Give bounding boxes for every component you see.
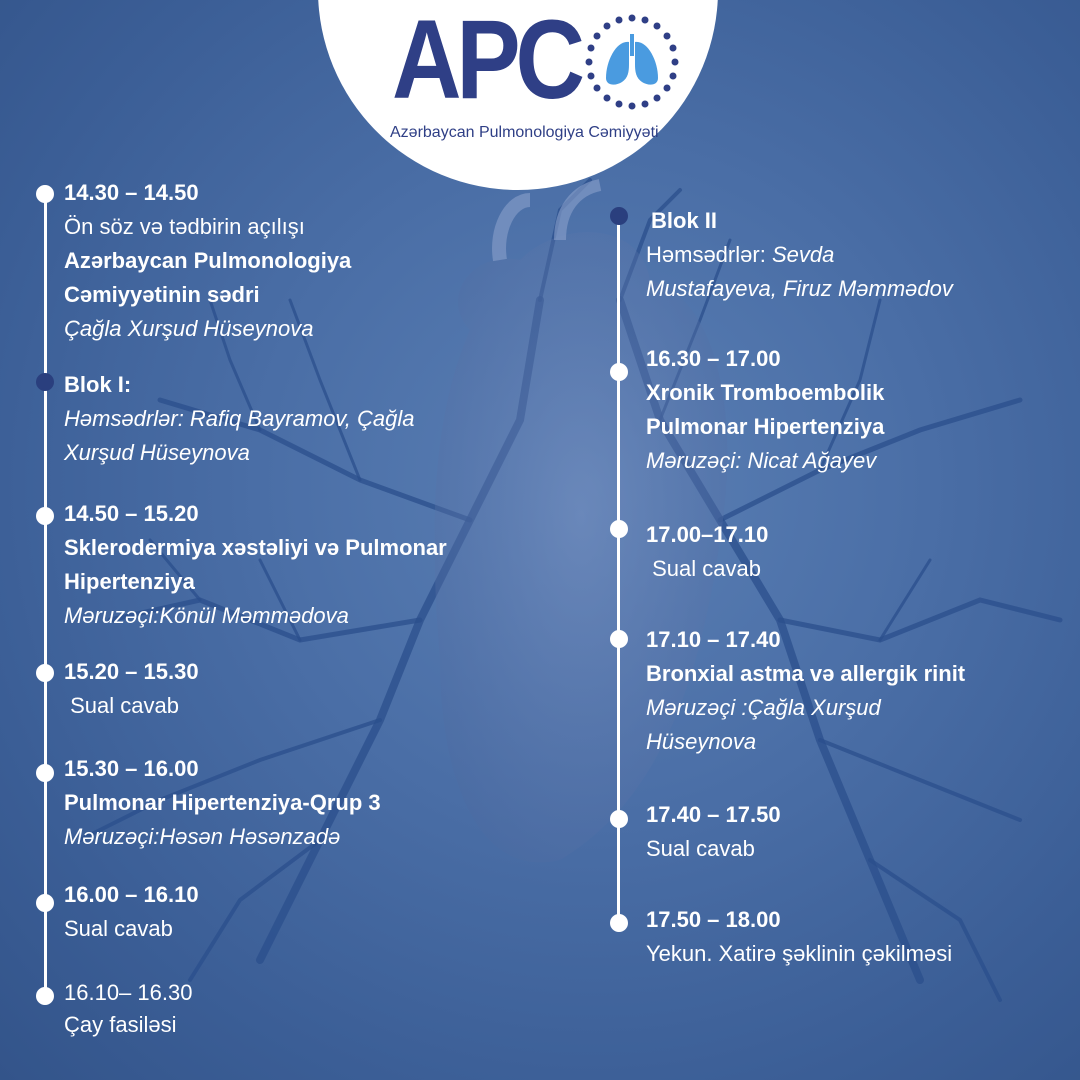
entry-description: Sual cavab (64, 916, 173, 941)
block-title: Blok II (651, 208, 718, 233)
entry-description: Ön söz və tədbirin açılışı (64, 214, 305, 239)
schedule-entry-tea-break (64, 977, 192, 1041)
block-node (610, 207, 628, 225)
entry-title: Cəmiyyətinin sədri (64, 282, 260, 307)
entry-time: 16.00 – 16.10 (64, 882, 199, 907)
entry-title: Pulmonar Hipertenziya (646, 414, 885, 439)
entry-time: 15.20 – 15.30 (64, 659, 199, 684)
schedule-entry-qa-3 (646, 518, 768, 586)
timeline-node (36, 664, 54, 682)
entry-person: Çağla Xurşud Hüseynova (64, 316, 314, 341)
schedule-entry-scleroderma (64, 497, 447, 633)
entry-speaker: Məruzəçi:Həsən Həsənzadə (64, 824, 341, 849)
timeline-node (36, 987, 54, 1005)
block-chairs-names: Sevda (771, 242, 835, 267)
entry-description: Sual cavab (646, 836, 755, 861)
entry-speaker: Məruzəçi:Könül Məmmədova (64, 603, 349, 628)
schedule-entry-opening (64, 176, 351, 346)
entry-description: Sual cavab (64, 693, 179, 718)
entry-title: Sklerodermiya xəstəliyi və Pulmonar (64, 535, 447, 560)
schedule-entry-cteph (646, 342, 884, 478)
timeline-node (610, 520, 628, 538)
logo-subtitle: Azərbaycan Pulmonologiya Cəmiyyəti (390, 124, 659, 141)
block-chairs: Həmsədrlər: Rafiq Bayramov, Çağla (64, 406, 415, 431)
schedule-entry-asthma (646, 623, 965, 759)
block-chairs-label: Həmsədrlər: (646, 242, 766, 267)
timeline-node (610, 630, 628, 648)
entry-time: 16.30 – 17.00 (646, 346, 781, 371)
entry-description: Çay fasiləsi (64, 1012, 177, 1037)
entry-time: 17.40 – 17.50 (646, 802, 781, 827)
block-title: Blok I: (64, 372, 132, 397)
timeline-node (36, 507, 54, 525)
schedule-entry-qa-4 (646, 798, 781, 866)
timeline-node (610, 914, 628, 932)
logo-acronym: APC (392, 0, 580, 122)
block-chairs: Xurşud Hüseynova (64, 440, 250, 465)
entry-time: 17.50 – 18.00 (646, 907, 781, 932)
entry-time: 14.50 – 15.20 (64, 501, 199, 526)
block-chairs (646, 238, 953, 272)
block-chairs-names: Mustafayeva, Firuz Məmmədov (646, 276, 953, 301)
schedule-entry-closing (646, 903, 952, 971)
entry-title: Pulmonar Hipertenziya-Qrup 3 (64, 790, 381, 815)
schedule-block-2 (646, 204, 953, 306)
lungs-logo-icon (582, 12, 682, 112)
entry-description: Sual cavab (646, 556, 761, 581)
entry-speaker: Məruzəçi :Çağla Xurşud (646, 695, 881, 720)
entry-title: Bronxial astma və allergik rinit (646, 661, 966, 686)
entry-time: 17.10 – 17.40 (646, 627, 781, 652)
entry-title: Hipertenziya (64, 569, 195, 594)
schedule-entry-ph-group3 (64, 752, 381, 854)
block-node (36, 373, 54, 391)
entry-speaker: Məruzəçi: Nicat Ağayev (646, 448, 877, 473)
schedule-block-1 (64, 368, 415, 470)
entry-time: 15.30 – 16.00 (64, 756, 199, 781)
timeline-node (36, 185, 54, 203)
timeline-node (610, 810, 628, 828)
left-timeline-line (44, 192, 47, 996)
entry-time: 16.10– 16.30 (64, 980, 193, 1005)
entry-description: Yekun. Xatirə şəklinin çəkilməsi (646, 941, 953, 966)
entry-title: Xronik Tromboembolik (646, 380, 885, 405)
entry-time: 14.30 – 14.50 (64, 180, 199, 205)
schedule-entry-qa-1 (64, 655, 199, 723)
timeline-node (36, 764, 54, 782)
timeline-node (610, 363, 628, 381)
entry-title: Azərbaycan Pulmonologiya (64, 248, 352, 273)
entry-speaker: Hüseynova (646, 729, 757, 754)
schedule-entry-qa-2 (64, 878, 199, 946)
timeline-node (36, 894, 54, 912)
entry-time: 17.00–17.10 (646, 522, 769, 547)
